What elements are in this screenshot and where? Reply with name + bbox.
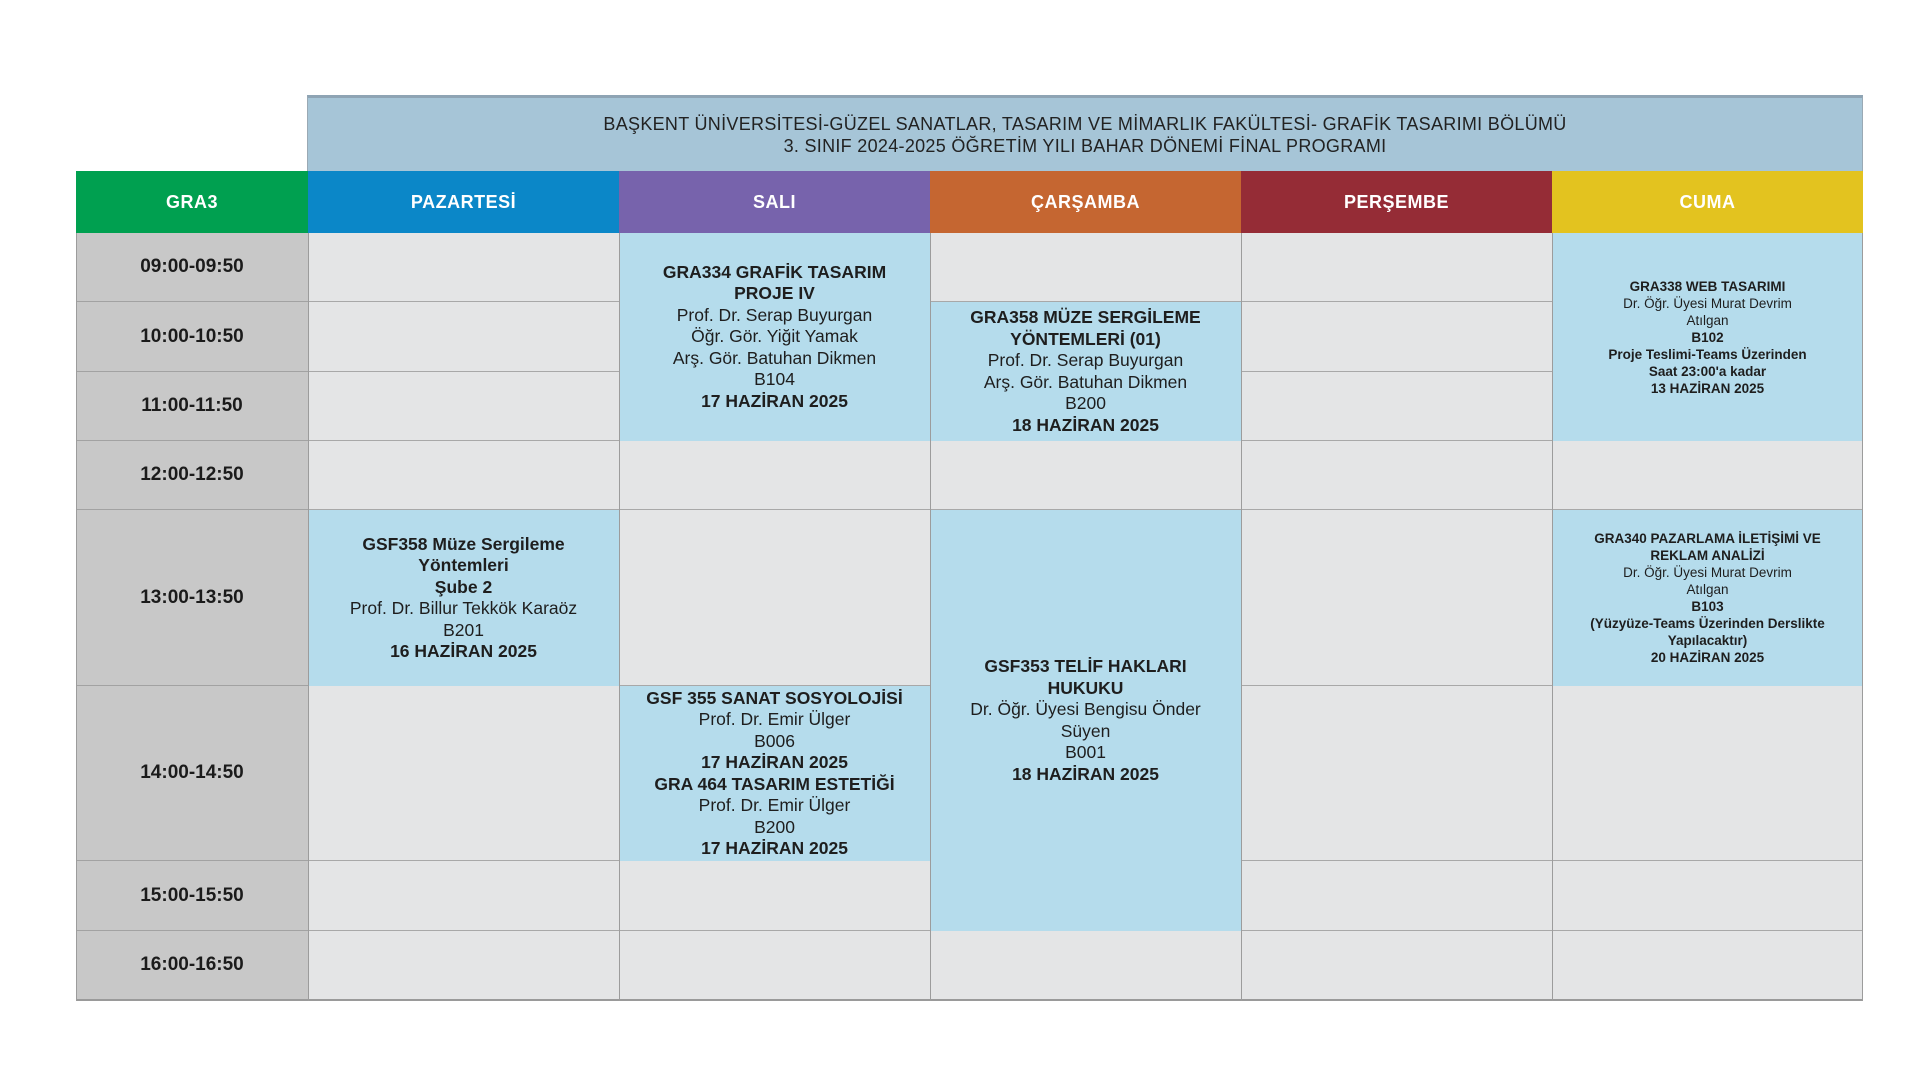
exam-date: 17 HAZİRAN 2025 <box>701 752 848 772</box>
empty-cell <box>1241 233 1552 302</box>
grid-line <box>308 233 309 1001</box>
exam-gra338 <box>1552 233 1863 441</box>
empty-cell <box>308 233 619 302</box>
grid-line <box>1552 233 1553 1001</box>
empty-cell <box>1552 931 1863 1001</box>
instructor: Arş. Gör. Batuhan Dikmen <box>983 371 1188 392</box>
course-title: REKLAM ANALİZİ <box>1650 548 1765 563</box>
room: B200 <box>1065 393 1106 413</box>
exam-note: Yapılacaktır) <box>1667 633 1748 648</box>
instructor: Arş. Gör. Batuhan Dikmen <box>672 347 877 368</box>
grid-line <box>1862 233 1863 1001</box>
empty-cell <box>308 372 619 441</box>
empty-cell <box>1241 931 1552 1001</box>
empty-cell <box>619 441 930 510</box>
room: B103 <box>1691 599 1724 614</box>
course-title: HUKUKU <box>1047 677 1124 698</box>
course-title: GRA358 MÜZE SERGİLEME <box>970 307 1201 327</box>
time-slot: 14:00-14:50 <box>76 686 308 861</box>
header-class: GRA3 <box>76 171 308 233</box>
course-title: GSF 355 SANAT SOSYOLOJİSİ <box>646 687 903 708</box>
grid-line <box>76 233 77 1001</box>
empty-cell <box>1241 686 1552 861</box>
course-title: GRA338 WEB TASARIMI <box>1629 278 1786 294</box>
title-line-1: BAŞKENT ÜNİVERSİTESİ-GÜZEL SANATLAR, TASARIM VE MİMARLIK FAKÜLTESİ- GRAFİK TASARIMI BÖLÜMÜ <box>603 113 1567 134</box>
course-title: YÖNTEMLERİ (01) <box>1010 328 1161 349</box>
time-slot: 13:00-13:50 <box>76 510 308 686</box>
instructor: Atılgan <box>1686 312 1729 328</box>
exam-note: Proje Teslimi-Teams Üzerinden <box>1608 346 1807 362</box>
empty-cell <box>930 441 1241 510</box>
time-slot: 11:00-11:50 <box>76 372 308 441</box>
section: Şube 2 <box>434 576 493 597</box>
exam-gra340 <box>1552 510 1863 686</box>
exam-date: 20 HAZİRAN 2025 <box>1650 650 1765 665</box>
exam-gra358 <box>930 302 1241 441</box>
course-title: GSF353 TELİF HAKLARI <box>984 656 1187 676</box>
empty-cell <box>308 861 619 931</box>
instructor: Prof. Dr. Emir Ülger <box>698 795 851 815</box>
time-slot: 12:00-12:50 <box>76 441 308 510</box>
instructor: Dr. Öğr. Üyesi Murat Devrim <box>1623 295 1792 311</box>
empty-cell <box>619 510 930 686</box>
empty-cell <box>1241 861 1552 931</box>
grid-line <box>930 233 931 1001</box>
exam-gsf353 <box>930 510 1241 931</box>
instructor: Prof. Dr. Emir Ülger <box>698 709 851 729</box>
instructor: Süyen <box>1060 720 1111 741</box>
exam-note: Saat 23:00'a kadar <box>1648 363 1767 379</box>
exam-date: 17 HAZİRAN 2025 <box>701 838 848 858</box>
header-monday: PAZARTESİ <box>308 171 619 233</box>
course-title: GSF358 Müze Sergileme <box>362 533 565 554</box>
empty-cell <box>1552 441 1863 510</box>
course-title: GRA 464 TASARIM ESTETİĞİ <box>654 773 895 794</box>
empty-cell <box>1552 686 1863 861</box>
header-wednesday: ÇARŞAMBA <box>930 171 1241 233</box>
exam-note: (Yüzyüze-Teams Üzerinden Derslikte <box>1590 616 1825 631</box>
header-thursday: PERŞEMBE <box>1241 171 1552 233</box>
instructor: Atılgan <box>1686 582 1729 597</box>
room: B006 <box>754 730 795 751</box>
empty-cell <box>308 441 619 510</box>
empty-cell <box>619 861 930 931</box>
empty-cell <box>1552 861 1863 931</box>
grid-line <box>1241 233 1242 1001</box>
grid-line <box>619 233 620 1001</box>
instructor: Prof. Dr. Serap Buyurgan <box>987 350 1184 370</box>
header-tuesday: SALI <box>619 171 930 233</box>
course-title: PROJE IV <box>734 283 815 304</box>
header-friday: CUMA <box>1552 171 1863 233</box>
exam-gra334 <box>619 233 930 441</box>
empty-cell <box>930 931 1241 1001</box>
exam-date: 18 HAZİRAN 2025 <box>1012 414 1159 435</box>
title-line-2: 3. SINIF 2024-2025 ÖĞRETİM YILI BAHAR DÖNEMİ FİNAL PROGRAMI <box>783 135 1387 156</box>
exam-date: 13 HAZİRAN 2025 <box>1650 380 1765 396</box>
room: B104 <box>754 369 795 390</box>
time-slot: 10:00-10:50 <box>76 302 308 372</box>
exam-gsf358 <box>308 510 619 686</box>
empty-cell <box>1241 441 1552 510</box>
empty-cell <box>1241 510 1552 686</box>
room: B102 <box>1691 329 1724 345</box>
empty-cell <box>1241 302 1552 372</box>
time-slot: 09:00-09:50 <box>76 233 308 302</box>
time-slot: 16:00-16:50 <box>76 931 308 1001</box>
instructor: Prof. Dr. Serap Buyurgan <box>676 304 873 325</box>
course-title: Yöntemleri <box>418 555 509 575</box>
exam-date: 16 HAZİRAN 2025 <box>390 641 537 661</box>
empty-cell <box>308 931 619 1001</box>
course-title: GRA334 GRAFİK TASARIM <box>662 261 887 282</box>
empty-cell <box>930 233 1241 302</box>
empty-cell <box>308 686 619 861</box>
instructor: Dr. Öğr. Üyesi Murat Devrim <box>1623 565 1792 580</box>
exam-date: 17 HAZİRAN 2025 <box>701 390 848 411</box>
exam-gsf355-gra464 <box>619 686 930 861</box>
empty-cell <box>1241 372 1552 441</box>
room: B201 <box>443 619 484 640</box>
instructor: Dr. Öğr. Üyesi Bengisu Önder <box>970 699 1201 719</box>
room: B200 <box>754 816 795 837</box>
schedule-title <box>307 95 1863 171</box>
time-slot: 15:00-15:50 <box>76 861 308 931</box>
instructor: Öğr. Gör. Yiğit Yamak <box>691 326 858 347</box>
course-title: GRA340 PAZARLAMA İLETİŞİMİ VE <box>1594 531 1821 546</box>
empty-cell <box>619 931 930 1001</box>
exam-date: 18 HAZİRAN 2025 <box>1012 763 1159 784</box>
room: B001 <box>1065 742 1106 762</box>
empty-cell <box>308 302 619 372</box>
instructor: Prof. Dr. Billur Tekkök Karaöz <box>349 598 578 618</box>
